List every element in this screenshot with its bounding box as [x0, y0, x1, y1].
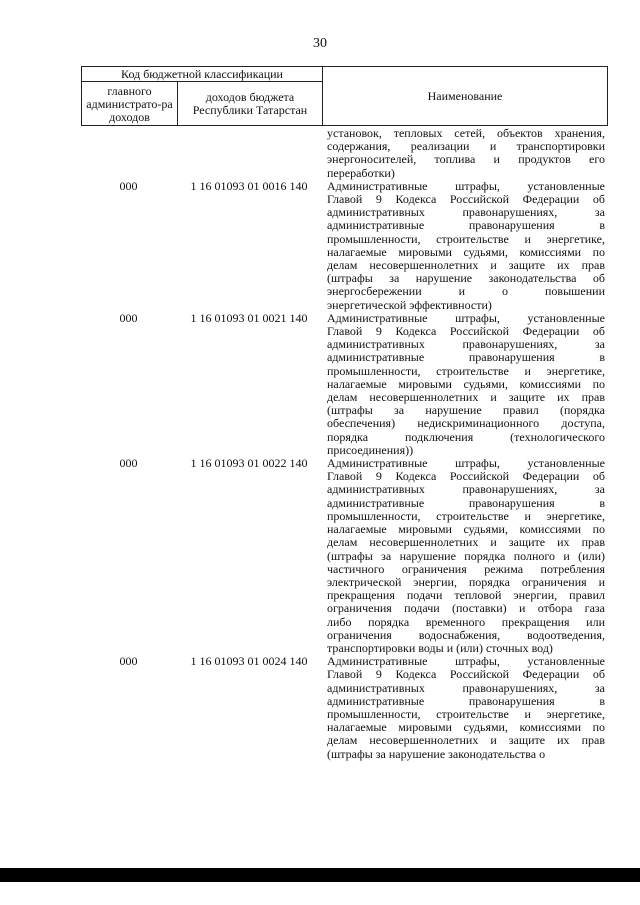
- revenue-code-cell: 1 16 01093 01 0024 140: [190, 654, 308, 669]
- name-line: частичного ограничения режима потребления: [327, 561, 605, 576]
- name-line: Главой 9 Кодекса Российской Федерации об: [327, 469, 605, 484]
- name-cell: [327, 180, 605, 312]
- name-line: административные правонарушения в: [327, 350, 605, 365]
- name-line: административные правонарушения в: [327, 495, 605, 510]
- name-line: налагаемые мировыми судьями, комиссиями по: [327, 522, 605, 537]
- name-line: установок, тепловых сетей, объектов хранения,: [327, 126, 605, 140]
- name-line: налагаемые мировыми судьями, комиссиями по: [327, 720, 605, 735]
- header-chief-administrator: [82, 82, 178, 126]
- header-budget-classification-code: Код бюджетной классификации: [82, 67, 323, 82]
- name-line: Главой 9 Кодекса Российской Федерации об: [327, 192, 605, 207]
- name-line: Главой 9 Кодекса Российской Федерации об: [327, 667, 605, 682]
- name-line: энергосбережении и о повышении: [327, 284, 605, 299]
- name-line: электрической энергии, порядка ограничения и: [327, 574, 605, 589]
- name-line: промышленности, строительстве и энергетике,: [327, 706, 605, 721]
- table-row: [81, 127, 608, 180]
- page-number: 30: [313, 36, 327, 51]
- name-line: административных правонарушениях, за: [327, 337, 605, 352]
- name-cell: [327, 127, 605, 180]
- name-line: транспортировки воды и (или) сточных вод): [327, 640, 553, 655]
- name-line: делам несовершеннолетних и защите их прав: [327, 258, 605, 273]
- name-line: ограничения водоснабжения, водоотведения,: [327, 627, 605, 642]
- table-row: [81, 180, 608, 312]
- name-line: прекращения подачи тепловой энергии, правил: [327, 588, 605, 603]
- header-budget-revenue: [178, 82, 323, 126]
- revenue-code-cell: 1 16 01093 01 0021 140: [190, 310, 308, 325]
- name-line: (штрафы за нарушение законодательства об: [327, 271, 605, 286]
- name-line: административных правонарушениях, за: [327, 205, 605, 220]
- admin-code-cell: 000: [119, 310, 138, 325]
- name-line: энергетической эффективности): [327, 297, 492, 312]
- name-line: Главой 9 Кодекса Российской Федерации об: [327, 324, 605, 339]
- name-line: либо порядка временного прекращения или: [327, 614, 605, 629]
- name-line: порядка подключения (технологического: [327, 429, 605, 444]
- name-cell: [327, 655, 605, 761]
- name-line: Административные штрафы, установленные: [327, 456, 605, 471]
- name-line: промышленности, строительстве и энергетике,: [327, 508, 605, 523]
- name-line: (штрафы за нарушение порядка полного и (или): [327, 548, 605, 563]
- name-line: административные правонарушения в: [327, 218, 605, 233]
- name-line: энергоносителей, топлива и продуктов его: [327, 152, 605, 167]
- name-line: Административные штрафы, установленные: [327, 310, 605, 325]
- name-cell: [327, 312, 605, 457]
- name-line: обеспечения) недискриминационного доступа,: [327, 416, 605, 431]
- header-name: [323, 67, 607, 125]
- scan-margin: [628, 0, 640, 905]
- name-line: промышленности, строительстве и энергетике,: [327, 363, 605, 378]
- name-line: ограничения подачи (поставки) и отбора газа: [327, 601, 605, 616]
- table-header: [81, 66, 608, 126]
- header-chief-administrator-label: главного администрато-ра доходов: [86, 83, 173, 124]
- name-line: административных правонарушениях, за: [327, 680, 605, 695]
- admin-code-cell: 000: [119, 178, 138, 193]
- name-line: переработки): [327, 165, 395, 180]
- name-line: делам несовершеннолетних и защите их прав: [327, 535, 605, 550]
- table-row: [81, 457, 608, 655]
- table-row: [81, 655, 608, 761]
- admin-code-cell: 000: [119, 654, 138, 669]
- name-line: присоединения)): [327, 442, 414, 457]
- name-line: делам несовершеннолетних и защите их прав: [327, 390, 605, 405]
- scan-bottom-edge: [0, 868, 640, 882]
- revenue-code-cell: 1 16 01093 01 0022 140: [190, 456, 308, 471]
- header-budget-revenue-label: доходов бюджета Республики Татарстан: [192, 90, 308, 117]
- name-line: (штрафы за нарушение законодательства о: [327, 746, 546, 761]
- table-body: [81, 127, 608, 761]
- table-row: [81, 312, 608, 457]
- admin-code-cell: 000: [119, 456, 138, 471]
- name-cell: [327, 457, 605, 655]
- name-line: содержания, реализации и транспортировки: [327, 139, 605, 154]
- name-line: административных правонарушениях, за: [327, 482, 605, 497]
- name-line: налагаемые мировыми судьями, комиссиями по: [327, 376, 605, 391]
- header-name-label: Наименование: [427, 88, 503, 103]
- revenue-code-cell: 1 16 01093 01 0016 140: [190, 178, 308, 193]
- name-line: (штрафы за нарушение правил (порядка: [327, 403, 605, 418]
- name-line: Административные штрафы, установленные: [327, 178, 605, 193]
- name-line: промышленности, строительстве и энергетике,: [327, 231, 605, 246]
- name-line: административные правонарушения в: [327, 693, 605, 708]
- name-line: Административные штрафы, установленные: [327, 654, 605, 669]
- name-line: делам несовершеннолетних и защите их прав: [327, 733, 605, 748]
- name-line: налагаемые мировыми судьями, комиссиями по: [327, 244, 605, 259]
